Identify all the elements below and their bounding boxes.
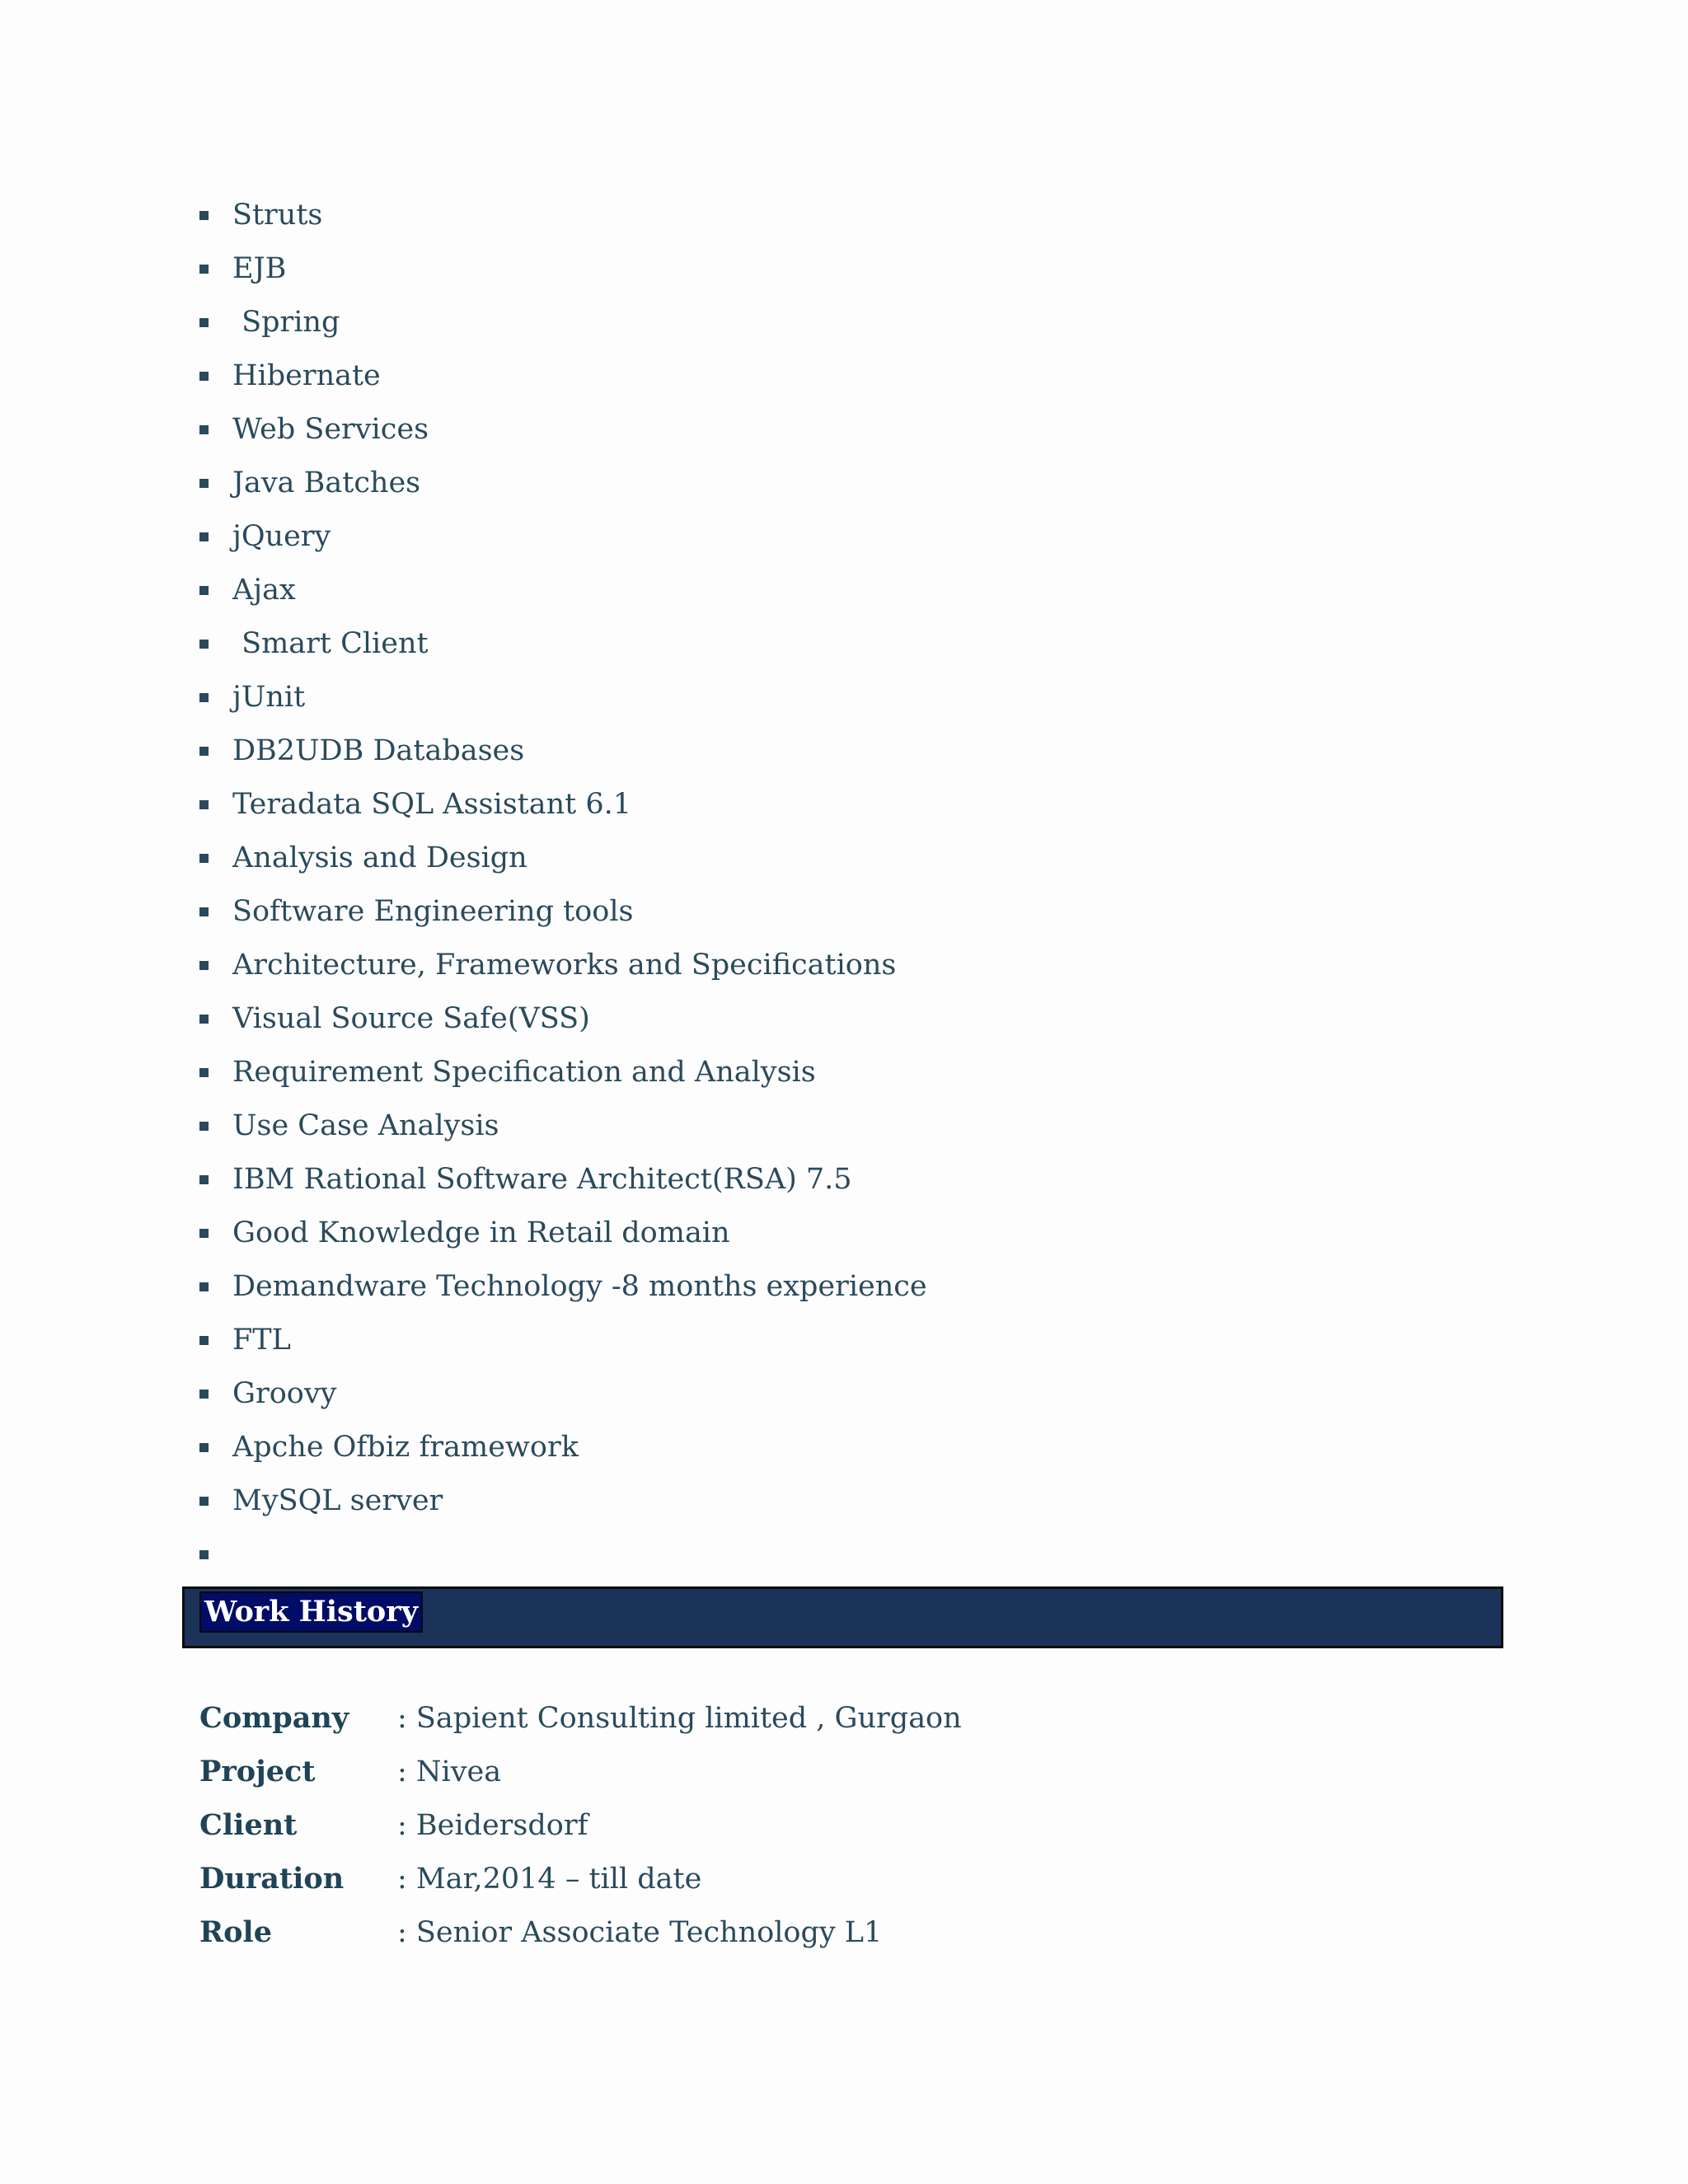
skill-text: Web Services [232,413,429,446]
square-bullet-icon [199,265,209,274]
skill-item [198,1265,1434,1319]
skill-item [198,194,1434,247]
detail-value: : Senior Associate Technology L1 [397,1916,883,1949]
skill-text: IBM Rational Software Architect(RSA) 7.5 [232,1163,852,1196]
square-bullet-icon [199,961,209,970]
skill-text: Demandware Technology -8 months experience [232,1270,927,1303]
skill-item [198,1104,1434,1158]
square-bullet-icon [199,1282,209,1291]
skill-item [198,1158,1434,1212]
detail-value: : Sapient Consulting limited , Gurgaon [397,1702,962,1735]
skill-text: Architecture, Frameworks and Specifications [232,949,897,982]
detail-value: : Nivea [397,1755,502,1788]
skills-list [198,194,1434,1586]
skill-text: Teradata SQL Assistant 6.1 [232,788,631,821]
skill-text: Java Batches [232,466,421,499]
skill-item [198,783,1434,837]
square-bullet-icon [199,1229,209,1238]
square-bullet-icon [199,747,209,756]
skill-text: Use Case Analysis [232,1109,499,1142]
detail-label: Client [199,1808,298,1842]
skill-text: MySQL server [232,1484,443,1517]
skill-text: Struts [232,199,323,232]
square-bullet-icon [199,586,209,595]
skill-item [198,1426,1434,1479]
square-bullet-icon [199,1175,209,1184]
skill-text: jQuery [232,520,331,553]
detail-value: : Beidersdorf [397,1809,588,1842]
skill-text: Good Knowledge in Retail domain [232,1216,730,1249]
skill-text: EJB [232,252,287,285]
square-bullet-icon [199,425,209,434]
skill-text: Software Engineering tools [232,895,634,928]
skill-text: Ajax [232,574,296,607]
detail-label: Company [199,1701,349,1735]
square-bullet-icon [199,1068,209,1077]
square-bullet-icon [199,372,209,381]
skill-item [198,997,1434,1051]
square-bullet-icon [199,800,209,809]
detail-label: Project [199,1755,316,1788]
square-bullet-icon [199,1443,209,1452]
skill-item [198,890,1434,944]
detail-label: Duration [199,1862,345,1896]
skill-item [198,301,1434,354]
skill-text: Visual Source Safe(VSS) [232,1002,590,1035]
skill-item [198,515,1434,569]
square-bullet-icon [199,693,209,702]
skill-item [198,944,1434,997]
detail-row-role [199,1910,1436,1964]
work-history-section-bar [182,1586,1503,1648]
skill-item [198,676,1434,729]
work-history-details [199,1696,1436,1964]
skill-item [198,247,1434,301]
skill-text: jUnit [232,681,306,714]
skill-text: Smart Client [232,627,429,660]
detail-label: Role [199,1915,272,1949]
square-bullet-icon [199,907,209,916]
skill-item [198,622,1434,676]
square-bullet-icon [199,1497,209,1506]
square-bullet-icon [199,1336,209,1345]
skill-text: FTL [232,1324,291,1357]
square-bullet-icon [199,640,209,649]
detail-row-company [199,1696,1436,1750]
square-bullet-icon [199,1015,209,1024]
square-bullet-icon [199,1122,209,1131]
skill-item [198,1212,1434,1265]
skill-text: Analysis and Design [232,841,528,874]
skill-item-empty [198,1533,1434,1586]
detail-row-duration [199,1857,1436,1910]
skill-item [198,569,1434,622]
skill-item [198,354,1434,408]
section-title: Work History [199,1591,423,1633]
skill-text: Groovy [232,1377,337,1410]
square-bullet-icon [199,1550,209,1559]
detail-row-project [199,1750,1436,1803]
skill-text: DB2UDB Databases [232,734,525,767]
detail-value: : Mar,2014 – till date [397,1863,702,1896]
skill-item [198,408,1434,462]
square-bullet-icon [199,532,209,541]
skill-text: Requirement Specification and Analysis [232,1056,816,1089]
skill-text: Apche Ofbiz framework [232,1431,579,1464]
skill-item [198,1319,1434,1372]
skill-text: Spring [232,306,340,339]
square-bullet-icon [199,318,209,327]
skill-item [198,1372,1434,1426]
skill-item [198,729,1434,783]
detail-row-client [199,1803,1436,1857]
skill-item [198,1051,1434,1104]
skill-text: Hibernate [232,359,381,392]
skill-item [198,462,1434,515]
square-bullet-icon [199,479,209,488]
square-bullet-icon [199,211,209,220]
square-bullet-icon [199,854,209,863]
square-bullet-icon [199,1390,209,1399]
skill-item [198,837,1434,890]
skill-item [198,1479,1434,1533]
